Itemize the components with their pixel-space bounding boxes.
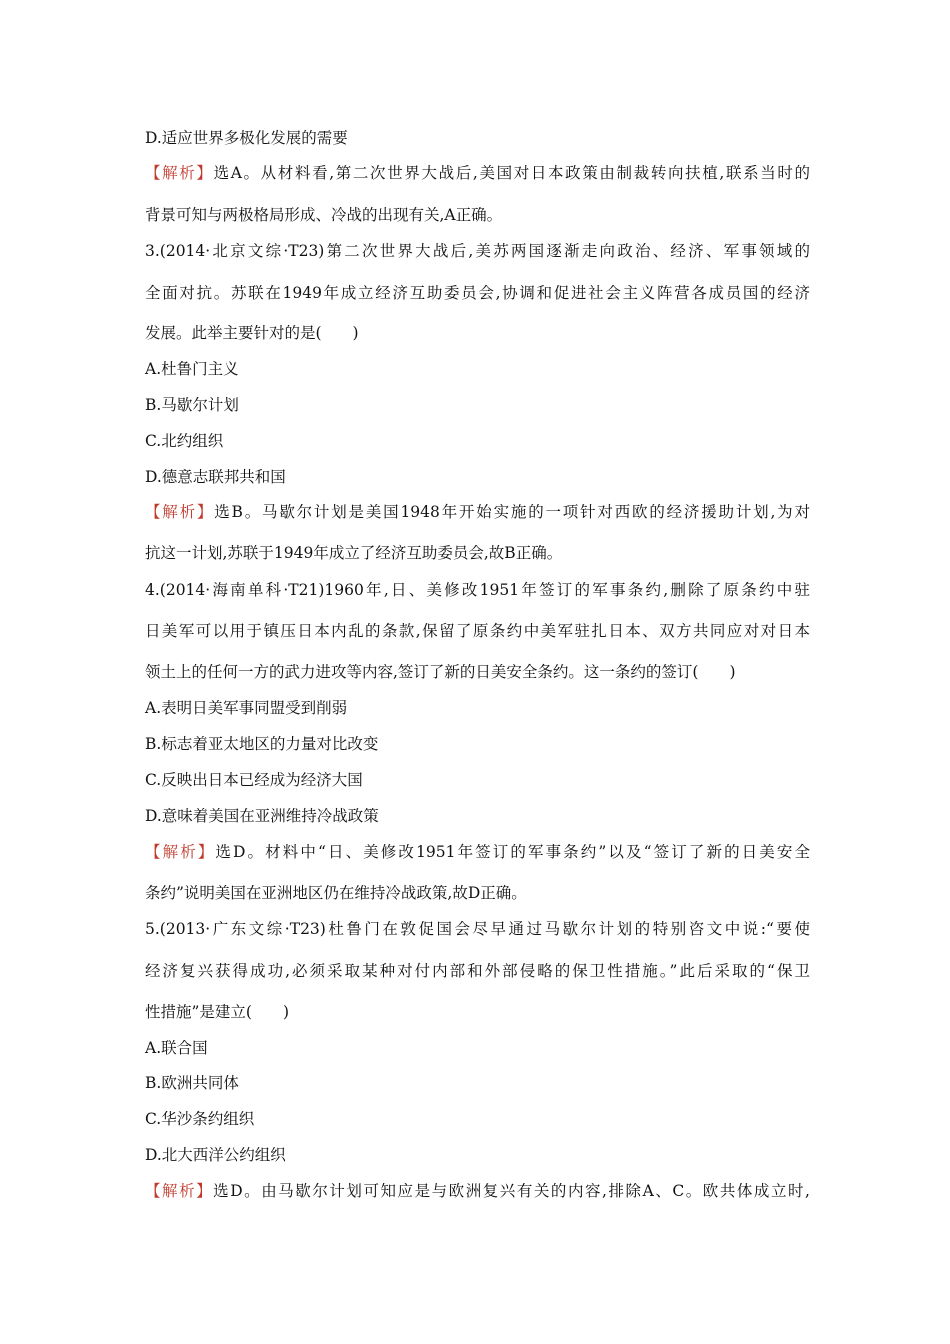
analysis-tag: 【解析】 [145,164,214,182]
option-line: D.适应世界多极化发展的需要 [145,129,348,147]
question-line: 3.(2014·北京文综·T23)第二次世界大战后,美苏两国逐渐走向政治、经济、军事领域的 [145,242,810,260]
option-line: C.北约组织 [145,432,224,450]
analysis-line: 【解析】选D。材料中“日、美修改1951年签订的军事条约”以及“签订了新的日美安全 [145,843,810,861]
option-line: C.反映出日本已经成为经济大国 [145,771,363,789]
analysis-line: 【解析】选B。马歇尔计划是美国1948年开始实施的一项针对西欧的经济援助计划,为对 [145,503,810,521]
option-line: D.北大西洋公约组织 [145,1146,286,1164]
analysis-tag: 【解析】 [145,1182,214,1200]
question-line: 发展。此举主要针对的是( ) [145,324,359,342]
question-line: 4.(2014·海南单科·T21)1960年,日、美修改1951年签订的军事条约,删除了原条约中驻 [145,581,810,599]
analysis-tag: 【解析】 [145,503,215,521]
question-line: 领土上的任何一方的武力进攻等内容,签订了新的日美安全条约。这一条约的签订( ) [145,663,736,681]
analysis-line: 【解析】选D。由马歇尔计划可知应是与欧洲复兴有关的内容,排除A、C。欧共体成立时, [145,1182,810,1200]
option-line: B.马歇尔计划 [145,396,239,414]
question-line: 性措施”是建立( ) [145,1003,290,1021]
option-line: C.华沙条约组织 [145,1110,255,1128]
option-line: A.杜鲁门主义 [145,360,239,378]
analysis-tag: 【解析】 [145,843,216,861]
text-line: 背景可知与两极格局形成、冷战的出现有关,A正确。 [145,206,503,224]
question-line: 全面对抗。苏联在1949年成立经济互助委员会,协调和促进社会主义阵营各成员国的经济 [145,284,810,302]
text-line: 抗这一计划,苏联于1949年成立了经济互助委员会,故B正确。 [145,544,563,562]
question-line: 日美军可以用于镇压日本内乱的条款,保留了原条约中美军驻扎日本、双方共同应对对日本 [145,622,810,640]
option-line: B.标志着亚太地区的力量对比改变 [145,735,379,753]
option-line: D.德意志联邦共和国 [145,468,286,486]
analysis-line: 【解析】选A。从材料看,第二次世界大战后,美国对日本政策由制裁转向扶植,联系当时的 [145,164,810,182]
question-line: 经济复兴获得成功,必须采取某种对付内部和外部侵略的保卫性措施。”此后采取的“保卫 [145,962,810,980]
option-line: D.意味着美国在亚洲维持冷战政策 [145,807,379,825]
option-line: A.表明日美军事同盟受到削弱 [145,699,348,717]
question-line: 5.(2013·广东文综·T23)杜鲁门在敦促国会尽早通过马歇尔计划的特别咨文中说:“要使 [145,920,810,938]
option-line: A.联合国 [145,1039,208,1057]
text-line: 条约”说明美国在亚洲地区仍在维持冷战政策,故D正确。 [145,884,527,902]
option-line: B.欧洲共同体 [145,1074,239,1092]
